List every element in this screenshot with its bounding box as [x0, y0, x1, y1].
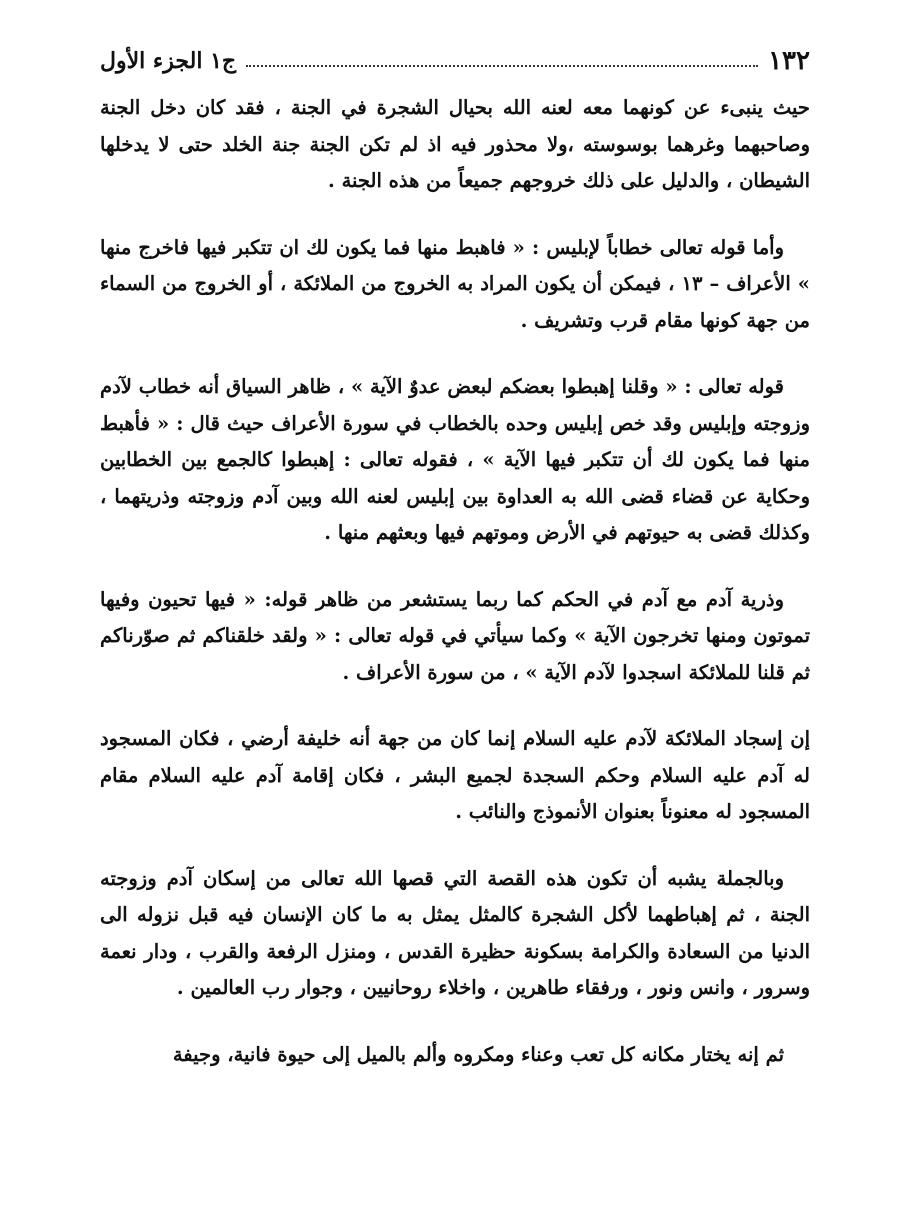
running-head: ج١ الجزء الأول — [100, 48, 237, 74]
body-text — [100, 90, 810, 1073]
paragraph: وذرية آدم مع آدم في الحكم كما ربما يستشعر من ظاهر قوله: « فيها تحيون وفيها تموتون ومنها تخرجون الآية » وكما سيأتي في قوله تعالى : « ولقد خلقناكم ثم صوّرناكم ثم قلنا للملائكة اسجدوا لآدم الآية » ، من سورة الأعراف . — [100, 587, 810, 684]
paragraph: وأما قوله تعالى خطاباً لإبليس : « فاهبط منها فما يكون لك ان تتكبر فيها فاخرج منها » الأعراف – ١٣ ، فيمكن أن يكون المراد به الخروج من الملائكة ، أو الخروج من السماء من جهة كونها مقام قرب وتشريف . — [100, 235, 810, 332]
header-dot-leader — [246, 64, 758, 67]
paragraph: حيث ينبىء عن كونهما معه لعنه الله بحيال الشجرة في الجنة ، فقد كان دخل الجنة وصاحبهما وغرهما بوسوسته ،ولا محذور فيه اذ لم تكن الجنة جنة الخلد حتى لا يدخلها الشيطان ، والدليل على ذلك خروجهم جميعاً من هذه الجنة . — [100, 96, 810, 192]
paragraph: ثم إنه يختار مكانه كل تعب وعناء ومكروه وألم بالميل إلى حيوة فانية، وجيفة — [172, 1042, 784, 1066]
paragraph: قوله تعالى : « وقلنا إهبطوا بعضكم لبعض عدوٌ الآية » ، ظاهر السياق أنه خطاب لآدم وزوجته وإبليس وقد خص إبليس وحده بالخطاب في سورة الأعراف حيث قال : « فأهبط منها فما يكون لك أن تتكبر فيها الآية » ، فقوله تعالى : إهبطوا كالجمع بين الخطابين وحكاية عن قضاء قضى الله به العداوة بين إبليس لعنه الله وبين آدم وزوجته وذريتهما ، وكذلك قضى به حيوتهم في الأرض وموتهم فيها وبعثهم منها . — [100, 375, 810, 544]
page-number: ١٣٢ — [768, 46, 810, 76]
page-header — [100, 36, 810, 76]
paragraph: وبالجملة يشبه أن تكون هذه القصة التي قصها الله تعالى من إسكان آدم وزوجته الجنة ، ثم إهباطهما لأكل الشجرة كالمثل يمثل به ما كان الإنسان فيه قبل نزوله الى الدنيا من السعادة والكرامة بسكونة حظيرة القدس ، ومنزل الرفعة والقرب ، ودار نعمة وسرور ، وانس ونور ، ورفقاء طاهرين ، واخلاء روحانيين ، وجوار رب العالمين . — [100, 866, 810, 999]
paragraph: إن إسجاد الملائكة لآدم عليه السلام إنما كان من جهة أنه خليفة أرضي ، فكان المسجود له آدم عليه السلام وحكم السجدة لجميع البشر ، فكان إقامة آدم عليه السلام مقام المسجود له معنوناً بعنوان الأنموذج والنائب . — [100, 727, 810, 823]
